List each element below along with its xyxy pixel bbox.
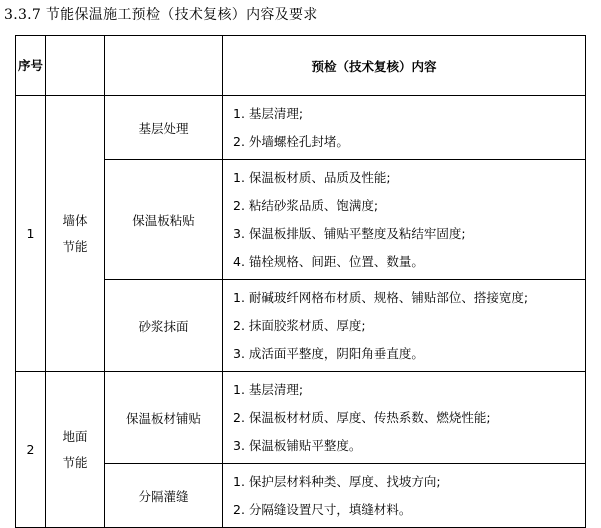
category-label: 地面节能 xyxy=(62,428,88,470)
inspection-table xyxy=(15,35,586,528)
content-line: 2. 外墙螺栓孔封堵。 xyxy=(233,134,349,149)
item-name: 分隔灌缝 xyxy=(105,464,223,528)
table-row xyxy=(16,96,586,160)
content-line: 4. 锚栓规格、间距、位置、数量。 xyxy=(233,254,424,269)
content-line: 2. 粘结砂浆品质、饱满度; xyxy=(233,198,379,213)
item-name: 保温板粘贴 xyxy=(105,160,223,280)
table-row xyxy=(16,372,586,464)
content-line: 3. 成活面平整度，阴阳角垂直度。 xyxy=(233,346,424,361)
row-category xyxy=(46,96,105,372)
content-line: 1. 耐碱玻纤网格布材质、规格、铺贴部位、搭接宽度; xyxy=(233,290,529,305)
content-line: 2. 保温板材材质、厚度、传热系数、燃烧性能; xyxy=(233,410,491,425)
content-line: 2. 抹面胶浆材质、厚度; xyxy=(233,318,366,333)
row-category xyxy=(46,372,105,528)
header-no: 序号 xyxy=(16,36,46,96)
content-line: 3. 保温板排版、铺贴平整度及粘结牢固度; xyxy=(233,226,466,241)
item-content xyxy=(223,372,586,464)
category-label: 墙体节能 xyxy=(62,212,88,254)
item-content xyxy=(223,160,586,280)
content-line: 1. 保温板材质、品质及性能; xyxy=(233,170,391,185)
content-line: 1. 基层清理; xyxy=(233,382,304,397)
item-content xyxy=(223,464,586,528)
item-name: 基层处理 xyxy=(105,96,223,160)
item-content xyxy=(223,280,586,372)
header-category xyxy=(46,36,105,96)
content-line: 1. 保护层材料种类、厚度、找坡方向; xyxy=(233,474,441,489)
section-heading: 3.3.7 节能保温施工预检（技术复核）内容及要求 xyxy=(4,7,318,23)
table-header-row xyxy=(16,36,586,96)
item-content xyxy=(223,96,586,160)
content-line: 1. 基层清理; xyxy=(233,106,304,121)
header-content: 预检（技术复核）内容 xyxy=(223,36,586,96)
content-line: 3. 保温板铺贴平整度。 xyxy=(233,438,362,453)
content-line: 2. 分隔缝设置尺寸，填缝材料。 xyxy=(233,502,412,517)
row-no: 1 xyxy=(16,96,46,372)
item-name: 砂浆抹面 xyxy=(105,280,223,372)
row-no: 2 xyxy=(16,372,46,528)
item-name: 保温板材铺贴 xyxy=(105,372,223,464)
header-item xyxy=(105,36,223,96)
